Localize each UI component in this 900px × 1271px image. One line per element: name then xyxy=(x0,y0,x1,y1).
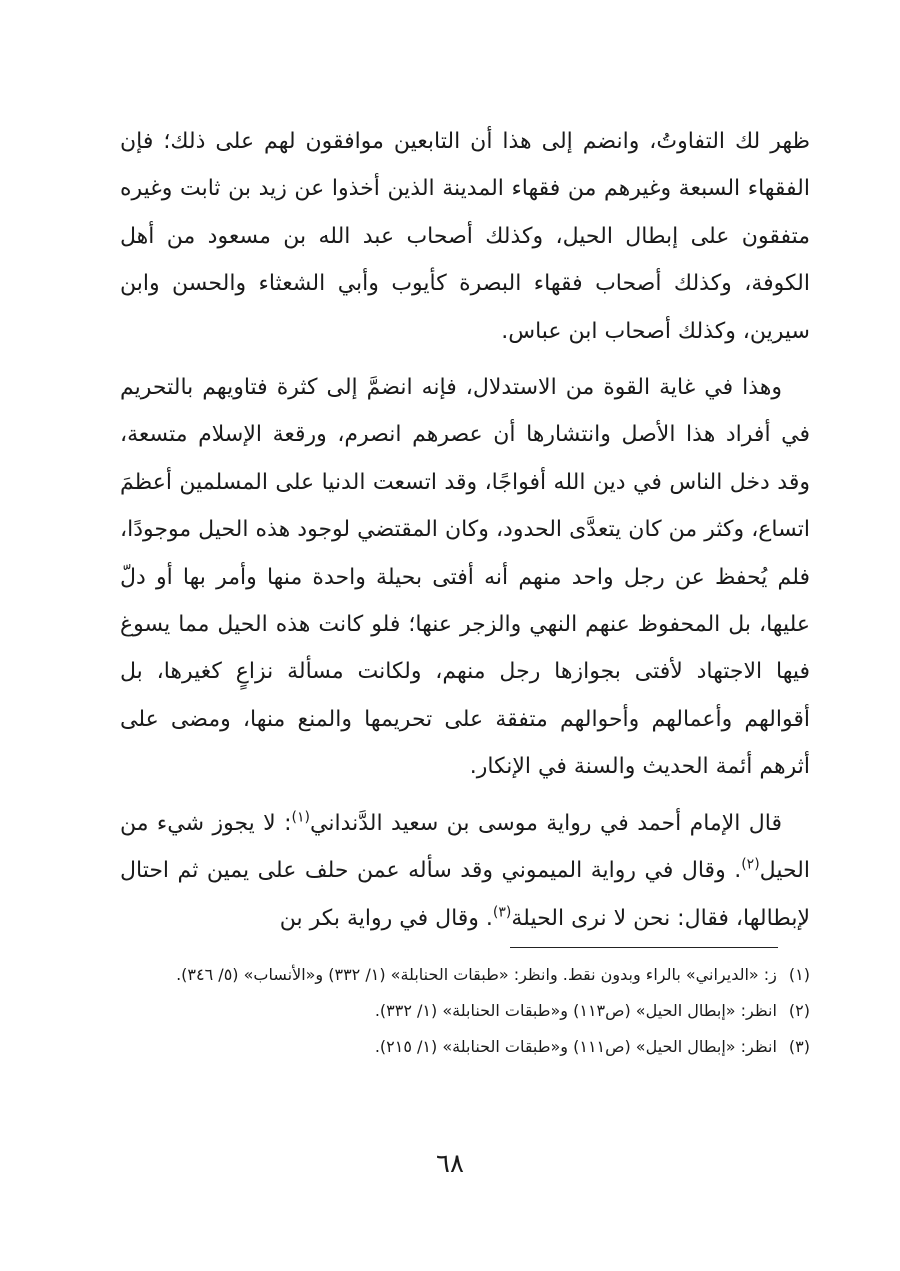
footnote-text: انظر: «إبطال الحيل» (ص١١٣) و«طبقات الحنابلة» (١/ ٣٣٢). xyxy=(374,1001,777,1020)
paragraph-3-part-4: . وقال في رواية بكر بن xyxy=(279,905,493,931)
paragraph-3-part-3: . وقال في رواية الميموني وقد سأله عمن حلف على يمين ثم احتال لإبطالها، فقال: نحن لا نرى الحيلة xyxy=(120,858,810,931)
footnote-number: (٣) xyxy=(788,1037,810,1056)
paragraph-3-part-2: : لا يجوز شيء من الحيل xyxy=(120,810,810,884)
footnote-2 xyxy=(118,996,810,1025)
footnote-number: (٢) xyxy=(788,1001,810,1020)
footnote-separator xyxy=(510,947,778,948)
paragraph-3-part-1: قال الإمام أحمد في رواية موسى بن سعيد الدَّنداني xyxy=(310,810,782,836)
paragraph-3 xyxy=(120,800,810,942)
footnote-ref-2[interactable]: (٢) xyxy=(741,856,760,873)
page-number: ٦٨ xyxy=(436,1149,464,1179)
footnote-3 xyxy=(118,1032,810,1061)
footnote-number: (١) xyxy=(788,965,810,984)
footnote-ref-1[interactable]: (١) xyxy=(291,809,311,826)
paragraph-2: وهذا في غاية القوة من الاستدلال، فإنه انضمَّ إلى كثرة فتاويهم بالتحريم في أفراد هذا الأصل وانتشارها أن عصرهم انصرم، ورقعة الإسلام متسعة، وقد دخل الناس في دين الله أفواجًا، وقد اتسعت الدنيا على المسلمين أعظمَ اتساع، وكثر من كان يتعدَّى الحدود، وكان المقتضي لوجود هذه الحيل موجودًا، فلم يُحفظ عن رجل واحد منهم أنه أفتى بحيلة واحدة منها وأمر بها أو دلّ عليها، بل المحفوظ عنهم النهي والزجر عنها؛ فلو كانت هذه الحيل مما يسوغ فيها الاجتهاد لأفتى بجوازها رجل منهم، ولكانت مسألة نزاعٍ كغيرها، بل أقوالهم وأعمالهم وأحوالهم متفقة على تحريمها والمنع منها، ومضى على أثرهم أئمة الحديث والسنة في الإنكار. xyxy=(120,375,810,780)
footnote-text: انظر: «إبطال الحيل» (ص١١١) و«طبقات الحنابلة» (١/ ٢١٥). xyxy=(374,1037,777,1056)
footnote-ref-3[interactable]: (٣) xyxy=(492,904,512,921)
footnotes xyxy=(118,960,810,1068)
footnote-text: ز: «الديراني» بالراء وبدون نقط. وانظر: «طبقات الحنابلة» (١/ ٣٣٢) و«الأنساب» (٥/ ٣٤٦). xyxy=(176,965,777,984)
footnote-1 xyxy=(118,960,810,989)
paragraph-1: ظهر لك التفاوتُ، وانضم إلى هذا أن التابعين موافقون لهم على ذلك؛ فإن الفقهاء السبعة وغيرهم من فقهاء المدينة الذين أخذوا عن زيد بن ثابت وغيره متفقون على إبطال الحيل، وكذلك أصحاب عبد الله بن مسعود من أهل الكوفة، وكذلك أصحاب فقهاء البصرة كأيوب وأبي الشعثاء والحسن وابن سيرين، وكذلك أصحاب ابن عباس. xyxy=(120,129,810,344)
main-text xyxy=(120,118,810,942)
